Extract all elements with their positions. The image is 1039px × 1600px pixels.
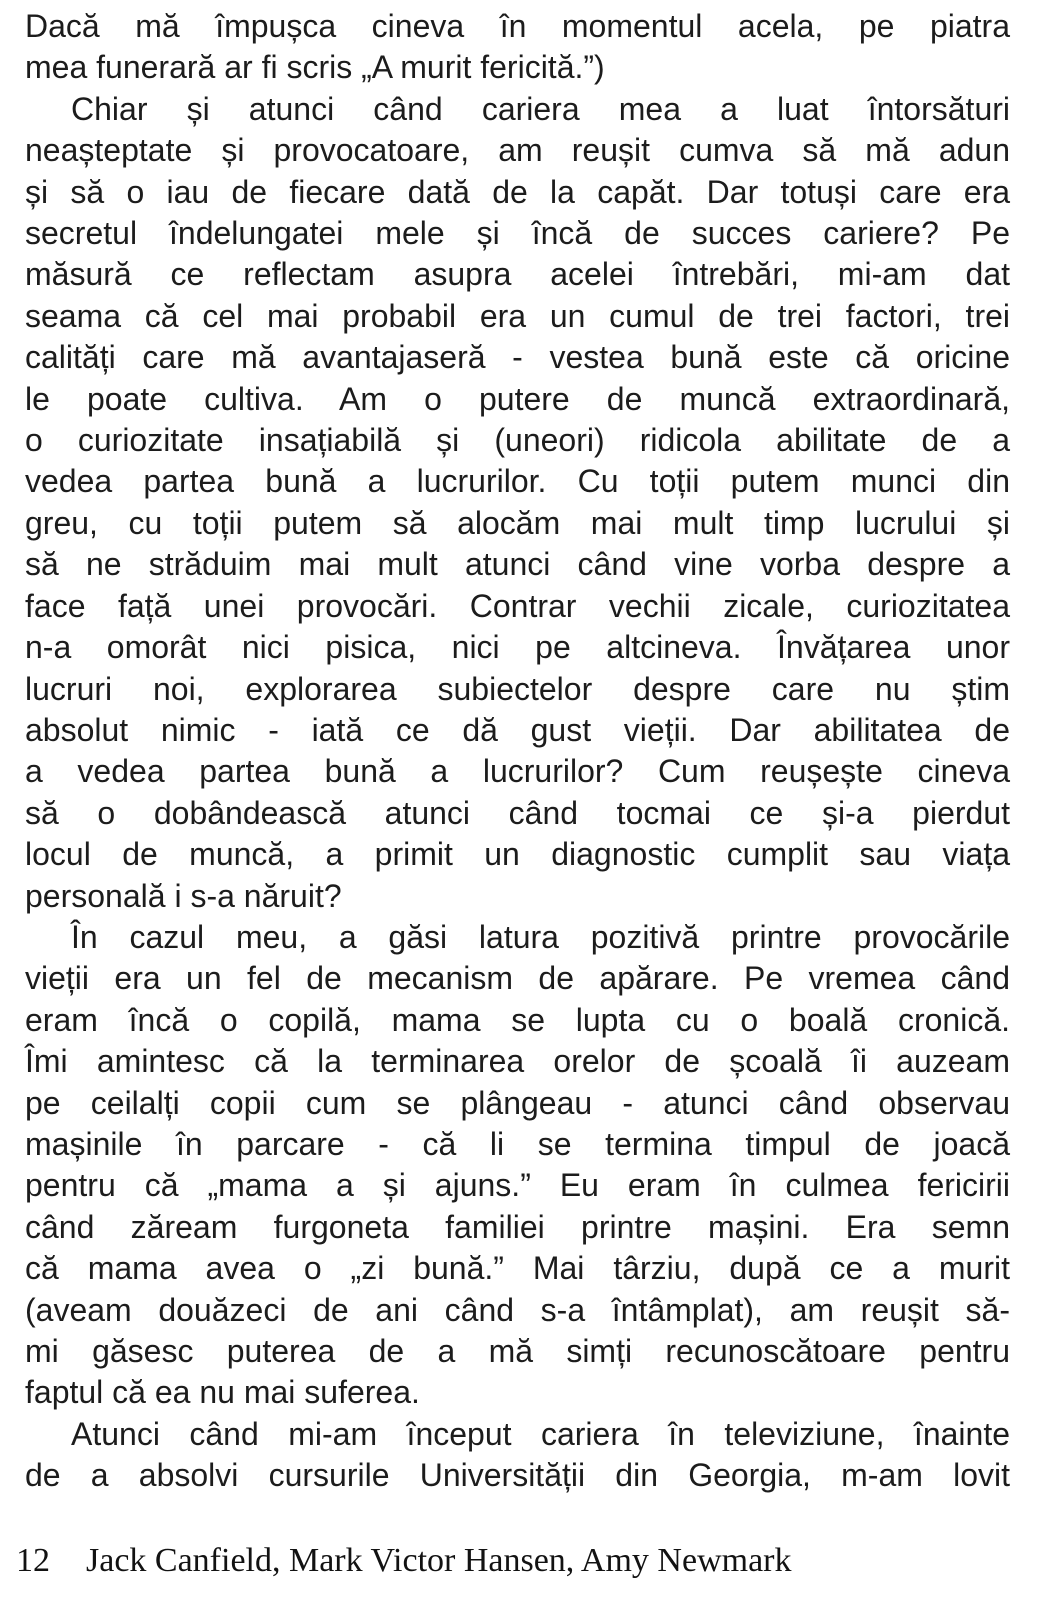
text-line: mea funerară ar fi scris „A murit fericită.”)	[25, 49, 605, 86]
text-line: de a absolvi cursurile Universității din Georgia, m-am lovit	[25, 1457, 1010, 1494]
text-line: a vedea partea bună a lucrurilor? Cum reușește cineva	[25, 753, 1010, 790]
text-line: seama că cel mai probabil era un cumul de trei factori, trei	[25, 297, 1010, 334]
text-line: că mama avea o „zi bună.” Mai târziu, după ce a murit	[25, 1250, 1010, 1287]
text-line: Îmi amintesc că la terminarea orelor de școală îi auzeam	[25, 1043, 1010, 1080]
text-line: măsură ce reflectam asupra acelei întrebări, mi-am dat	[25, 256, 1010, 293]
text-line: Dacă mă împușca cineva în momentul acela, pe piatra	[25, 8, 1010, 44]
text-line: le poate cultiva. Am o putere de muncă extraordinară,	[25, 380, 1010, 417]
text-line: secretul îndelungatei mele și încă de succes cariere? Pe	[25, 215, 1010, 252]
text-line: mașinile în parcare - că li se termina timpul de joacă	[25, 1125, 1010, 1162]
running-title: Jack Canfield, Mark Victor Hansen, Amy Newmark	[86, 1541, 792, 1579]
text-line: n-a omorât nici pisica, nici pe altcineva. Învățarea unor	[25, 629, 1010, 666]
text-line: mi găsesc puterea de a mă simți recunoscătoare pentru	[25, 1333, 1010, 1369]
body-text	[25, 6, 1010, 1497]
text-line: să o dobândească atunci când tocmai ce și-a pierdut	[25, 794, 1010, 831]
text-line: lucruri noi, explorarea subiectelor despre care nu știm	[25, 670, 1010, 707]
text-line: o curiozitate insațiabilă și (uneori) ridicola abilitate de a	[25, 422, 1010, 459]
text-line: În cazul meu, a găsi latura pozitivă printre provocările	[71, 918, 1010, 955]
text-line: calități care mă avantajaseră - vestea bună este că oricine	[25, 339, 1010, 376]
text-line: pentru că „mama a și ajuns.” Eu eram în culmea fericirii	[25, 1167, 1010, 1204]
text-line: (aveam douăzeci de ani când s-a întâmplat), am reușit să-	[25, 1291, 1010, 1328]
page-footer	[16, 1541, 1010, 1581]
text-line: pe ceilalți copii cum se plângeau - atunci când observau	[25, 1084, 1010, 1121]
text-line: vedea partea bună a lucrurilor. Cu toții putem munci din	[25, 463, 1010, 500]
text-line: și să o iau de fiecare dată de la capăt. Dar totuși care era	[25, 173, 1010, 210]
text-line: vieții era un fel de mecanism de apărare. Pe vremea când	[25, 960, 1010, 997]
text-line: greu, cu toții putem să alocăm mai mult timp lucrului și	[25, 504, 1010, 541]
text-line: când zăream furgoneta familiei printre mașini. Era semn	[25, 1208, 1010, 1245]
text-line: Chiar și atunci când cariera mea a luat întorsături	[71, 90, 1010, 127]
text-line: faptul că ea nu mai suferea.	[25, 1374, 420, 1411]
text-line: eram încă o copilă, mama se lupta cu o boală cronică.	[25, 1001, 1010, 1038]
text-line: face față unei provocări. Contrar vechii zicale, curiozitatea	[25, 587, 1010, 624]
text-line: locul de muncă, a primit un diagnostic cumplit sau viața	[25, 836, 1010, 873]
page-number: 12	[16, 1541, 50, 1579]
text-line: Atunci când mi-am început cariera în televiziune, înainte	[71, 1415, 1010, 1452]
text-line: personală i s-a năruit?	[25, 877, 342, 914]
text-line: să ne străduim mai mult atunci când vine vorba despre a	[25, 546, 1010, 583]
text-line: neașteptate și provocatoare, am reușit cumva să mă adun	[25, 132, 1010, 169]
text-line: absolut nimic - iată ce dă gust vieții. Dar abilitatea de	[25, 711, 1010, 748]
